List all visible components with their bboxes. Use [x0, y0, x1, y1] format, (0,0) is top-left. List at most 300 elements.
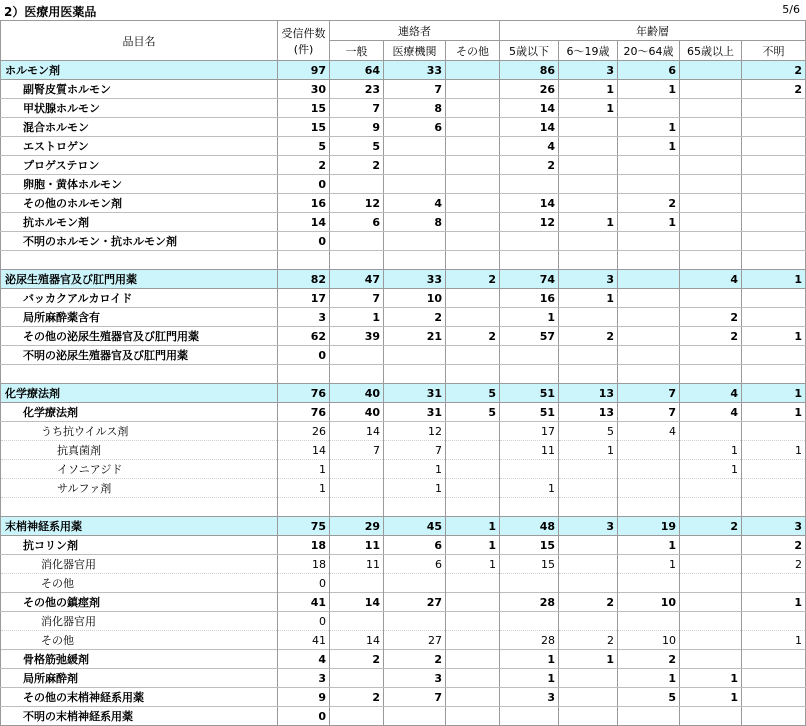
age-0-5-cell: 51 — [500, 403, 559, 422]
contact-general-cell — [330, 251, 384, 270]
age-unknown-cell — [742, 308, 806, 327]
age-6-19-cell: 1 — [559, 99, 618, 118]
age-65plus-cell: 1 — [680, 441, 742, 460]
age-0-5-cell — [500, 175, 559, 194]
header-count — [278, 21, 330, 61]
count-cell: 82 — [278, 270, 330, 289]
age-65plus-cell: 1 — [680, 460, 742, 479]
header-count-line1: 受信件数 — [281, 26, 326, 40]
age-6-19-cell — [559, 194, 618, 213]
contact-general-cell: 7 — [330, 441, 384, 460]
age-unknown-cell — [742, 498, 806, 517]
contact-general-cell: 6 — [330, 213, 384, 232]
count-cell: 1 — [278, 479, 330, 498]
age-20-64-cell — [618, 346, 680, 365]
age-20-64-cell: 1 — [618, 80, 680, 99]
age-20-64-cell: 1 — [618, 555, 680, 574]
count-cell: 0 — [278, 232, 330, 251]
item-name-cell: 不明の泌尿生殖器官及び肛門用薬 — [1, 346, 278, 365]
age-6-19-cell — [559, 612, 618, 631]
age-0-5-cell — [500, 365, 559, 384]
header-contact-other: その他 — [446, 41, 500, 61]
count-cell: 5 — [278, 137, 330, 156]
category-row — [1, 517, 806, 536]
age-unknown-cell: 1 — [742, 270, 806, 289]
contact-medical-cell — [384, 346, 446, 365]
age-20-64-cell: 5 — [618, 688, 680, 707]
age-unknown-cell: 1 — [742, 384, 806, 403]
table-row — [1, 137, 806, 156]
table-body — [1, 61, 806, 726]
age-6-19-cell — [559, 137, 618, 156]
contact-general-cell: 23 — [330, 80, 384, 99]
contact-general-cell: 7 — [330, 99, 384, 118]
age-unknown-cell: 3 — [742, 517, 806, 536]
contact-general-cell: 40 — [330, 403, 384, 422]
count-cell: 0 — [278, 707, 330, 726]
contact-medical-cell — [384, 365, 446, 384]
age-unknown-cell — [742, 251, 806, 270]
age-20-64-cell: 7 — [618, 403, 680, 422]
table-row — [1, 555, 806, 574]
age-20-64-cell: 4 — [618, 422, 680, 441]
contact-general-cell: 5 — [330, 137, 384, 156]
age-65plus-cell — [680, 213, 742, 232]
contact-general-cell: 14 — [330, 631, 384, 650]
item-name-cell: 抗真菌剤 — [1, 441, 278, 460]
age-6-19-cell — [559, 574, 618, 593]
age-unknown-cell: 1 — [742, 327, 806, 346]
age-65plus-cell — [680, 631, 742, 650]
age-65plus-cell — [680, 175, 742, 194]
age-65plus-cell — [680, 99, 742, 118]
contact-other-cell — [446, 669, 500, 688]
item-name-cell — [1, 251, 278, 270]
table-row — [1, 536, 806, 555]
age-unknown-cell — [742, 422, 806, 441]
age-20-64-cell: 1 — [618, 536, 680, 555]
age-6-19-cell: 1 — [559, 80, 618, 99]
contact-other-cell — [446, 213, 500, 232]
age-20-64-cell — [618, 308, 680, 327]
header-age-group: 年齢層 — [500, 21, 806, 41]
contact-other-cell: 1 — [446, 555, 500, 574]
age-65plus-cell — [680, 289, 742, 308]
age-6-19-cell — [559, 156, 618, 175]
contact-medical-cell: 6 — [384, 536, 446, 555]
count-cell — [278, 251, 330, 270]
contact-medical-cell: 33 — [384, 270, 446, 289]
category-row — [1, 270, 806, 289]
contact-other-cell — [446, 118, 500, 137]
item-name-cell: その他の末梢神経系用薬 — [1, 688, 278, 707]
table-row — [1, 669, 806, 688]
age-0-5-cell: 26 — [500, 80, 559, 99]
age-6-19-cell — [559, 365, 618, 384]
count-cell: 30 — [278, 80, 330, 99]
age-0-5-cell: 16 — [500, 289, 559, 308]
age-unknown-cell — [742, 232, 806, 251]
count-cell: 15 — [278, 118, 330, 137]
age-unknown-cell — [742, 194, 806, 213]
age-6-19-cell: 3 — [559, 517, 618, 536]
contact-medical-cell: 2 — [384, 308, 446, 327]
table-row — [1, 460, 806, 479]
age-0-5-cell — [500, 707, 559, 726]
contact-general-cell: 12 — [330, 194, 384, 213]
age-6-19-cell — [559, 251, 618, 270]
contact-medical-cell: 10 — [384, 289, 446, 308]
contact-medical-cell: 27 — [384, 631, 446, 650]
table-row — [1, 118, 806, 137]
report-title: 2）医療用医薬品 — [4, 5, 97, 19]
contact-medical-cell — [384, 707, 446, 726]
age-0-5-cell: 14 — [500, 118, 559, 137]
age-20-64-cell: 1 — [618, 137, 680, 156]
table-row — [1, 308, 806, 327]
contact-other-cell — [446, 156, 500, 175]
contact-medical-cell: 27 — [384, 593, 446, 612]
count-cell: 4 — [278, 650, 330, 669]
age-20-64-cell — [618, 175, 680, 194]
table-row — [1, 346, 806, 365]
age-6-19-cell — [559, 479, 618, 498]
age-6-19-cell: 3 — [559, 270, 618, 289]
contact-general-cell — [330, 346, 384, 365]
age-0-5-cell: 2 — [500, 156, 559, 175]
age-unknown-cell — [742, 175, 806, 194]
age-0-5-cell: 11 — [500, 441, 559, 460]
age-20-64-cell — [618, 707, 680, 726]
age-20-64-cell: 6 — [618, 61, 680, 80]
count-cell: 41 — [278, 593, 330, 612]
item-name-cell — [1, 498, 278, 517]
contact-other-cell — [446, 574, 500, 593]
count-cell: 3 — [278, 308, 330, 327]
contact-medical-cell — [384, 612, 446, 631]
item-name-cell: サルファ剤 — [1, 479, 278, 498]
contact-medical-cell — [384, 232, 446, 251]
age-65plus-cell — [680, 707, 742, 726]
contact-medical-cell: 6 — [384, 118, 446, 137]
contact-other-cell — [446, 612, 500, 631]
contact-general-cell: 7 — [330, 289, 384, 308]
count-cell: 14 — [278, 213, 330, 232]
count-cell: 1 — [278, 460, 330, 479]
item-name-cell: 消化器官用 — [1, 612, 278, 631]
table-row — [1, 593, 806, 612]
count-cell: 14 — [278, 441, 330, 460]
age-6-19-cell — [559, 707, 618, 726]
contact-general-cell — [330, 669, 384, 688]
count-cell: 3 — [278, 669, 330, 688]
contact-other-cell — [446, 460, 500, 479]
age-65plus-cell: 4 — [680, 270, 742, 289]
item-name-cell: その他の鎮痙剤 — [1, 593, 278, 612]
contact-general-cell: 9 — [330, 118, 384, 137]
count-cell: 26 — [278, 422, 330, 441]
category-row — [1, 61, 806, 80]
age-0-5-cell: 1 — [500, 308, 559, 327]
age-0-5-cell: 4 — [500, 137, 559, 156]
age-65plus-cell — [680, 536, 742, 555]
item-name-cell: その他の泌尿生殖器官及び肛門用薬 — [1, 327, 278, 346]
item-name-cell: 副腎皮質ホルモン — [1, 80, 278, 99]
item-name-cell — [1, 365, 278, 384]
contact-medical-cell: 8 — [384, 99, 446, 118]
page-number: 5/6 — [782, 3, 800, 16]
age-6-19-cell — [559, 688, 618, 707]
age-20-64-cell — [618, 460, 680, 479]
item-name-cell: イソニアジド — [1, 460, 278, 479]
header-contact-general: 一般 — [330, 41, 384, 61]
contact-other-cell — [446, 137, 500, 156]
age-unknown-cell: 1 — [742, 631, 806, 650]
table-row — [1, 156, 806, 175]
contact-other-cell — [446, 365, 500, 384]
contact-general-cell: 29 — [330, 517, 384, 536]
age-6-19-cell: 3 — [559, 61, 618, 80]
age-0-5-cell: 14 — [500, 194, 559, 213]
age-20-64-cell: 10 — [618, 631, 680, 650]
age-0-5-cell: 74 — [500, 270, 559, 289]
contact-other-cell — [446, 346, 500, 365]
item-name-cell: 甲状腺ホルモン — [1, 99, 278, 118]
header-age-6-19: 6～19歳 — [559, 41, 618, 61]
count-cell — [278, 498, 330, 517]
item-name-cell: うち抗ウイルス剤 — [1, 422, 278, 441]
count-cell: 18 — [278, 536, 330, 555]
age-6-19-cell: 2 — [559, 631, 618, 650]
table-row — [1, 289, 806, 308]
table-row — [1, 707, 806, 726]
contact-general-cell: 2 — [330, 688, 384, 707]
header-age-0-5: 5歳以下 — [500, 41, 559, 61]
age-6-19-cell: 1 — [559, 213, 618, 232]
age-unknown-cell: 2 — [742, 555, 806, 574]
contact-other-cell: 5 — [446, 384, 500, 403]
age-unknown-cell: 1 — [742, 593, 806, 612]
age-65plus-cell — [680, 479, 742, 498]
count-cell — [278, 365, 330, 384]
table-header — [1, 21, 806, 61]
age-65plus-cell — [680, 194, 742, 213]
age-65plus-cell — [680, 365, 742, 384]
contact-general-cell: 14 — [330, 593, 384, 612]
age-65plus-cell — [680, 422, 742, 441]
count-cell: 2 — [278, 156, 330, 175]
age-0-5-cell — [500, 498, 559, 517]
table-row — [1, 194, 806, 213]
age-20-64-cell — [618, 498, 680, 517]
count-cell: 18 — [278, 555, 330, 574]
item-name-cell: 不明の末梢神経系用薬 — [1, 707, 278, 726]
age-65plus-cell — [680, 593, 742, 612]
table-row — [1, 403, 806, 422]
contact-general-cell — [330, 479, 384, 498]
contact-general-cell: 1 — [330, 308, 384, 327]
contact-other-cell — [446, 707, 500, 726]
age-unknown-cell — [742, 289, 806, 308]
age-unknown-cell — [742, 688, 806, 707]
count-cell: 75 — [278, 517, 330, 536]
contact-general-cell — [330, 612, 384, 631]
contact-general-cell: 64 — [330, 61, 384, 80]
age-65plus-cell — [680, 232, 742, 251]
age-unknown-cell — [742, 213, 806, 232]
age-65plus-cell — [680, 346, 742, 365]
table-row — [1, 612, 806, 631]
age-0-5-cell — [500, 460, 559, 479]
contact-general-cell: 2 — [330, 156, 384, 175]
age-6-19-cell — [559, 346, 618, 365]
count-cell: 15 — [278, 99, 330, 118]
contact-medical-cell — [384, 156, 446, 175]
age-20-64-cell: 1 — [618, 669, 680, 688]
age-65plus-cell — [680, 80, 742, 99]
age-20-64-cell: 7 — [618, 384, 680, 403]
contact-medical-cell: 1 — [384, 460, 446, 479]
contact-other-cell — [446, 308, 500, 327]
contact-medical-cell: 21 — [384, 327, 446, 346]
age-unknown-cell — [742, 574, 806, 593]
contact-other-cell — [446, 422, 500, 441]
contact-other-cell — [446, 593, 500, 612]
table-row — [1, 175, 806, 194]
contact-other-cell: 1 — [446, 536, 500, 555]
age-20-64-cell — [618, 251, 680, 270]
contact-medical-cell: 4 — [384, 194, 446, 213]
contact-other-cell — [446, 194, 500, 213]
contact-other-cell — [446, 99, 500, 118]
age-65plus-cell: 1 — [680, 688, 742, 707]
count-cell: 17 — [278, 289, 330, 308]
age-0-5-cell: 51 — [500, 384, 559, 403]
category-row — [1, 384, 806, 403]
age-65plus-cell — [680, 555, 742, 574]
age-65plus-cell — [680, 612, 742, 631]
contact-general-cell — [330, 460, 384, 479]
contact-medical-cell: 31 — [384, 403, 446, 422]
item-name-cell: その他 — [1, 574, 278, 593]
table-row — [1, 213, 806, 232]
contact-general-cell: 47 — [330, 270, 384, 289]
age-65plus-cell — [680, 61, 742, 80]
contact-medical-cell: 45 — [384, 517, 446, 536]
item-name-cell: 卵胞・黄体ホルモン — [1, 175, 278, 194]
item-name-cell: 末梢神経系用薬 — [1, 517, 278, 536]
age-65plus-cell: 1 — [680, 669, 742, 688]
age-0-5-cell — [500, 232, 559, 251]
age-6-19-cell: 1 — [559, 650, 618, 669]
age-20-64-cell — [618, 99, 680, 118]
poison-inquiry-table — [0, 20, 806, 726]
age-20-64-cell — [618, 232, 680, 251]
header-age-unknown: 不明 — [742, 41, 806, 61]
age-0-5-cell: 15 — [500, 536, 559, 555]
item-name-cell: バッカクアルカロイド — [1, 289, 278, 308]
contact-other-cell — [446, 289, 500, 308]
count-cell: 0 — [278, 612, 330, 631]
count-cell: 97 — [278, 61, 330, 80]
age-20-64-cell: 2 — [618, 650, 680, 669]
age-0-5-cell: 14 — [500, 99, 559, 118]
table-row — [1, 422, 806, 441]
item-name-cell: 泌尿生殖器官及び肛門用薬 — [1, 270, 278, 289]
contact-medical-cell — [384, 175, 446, 194]
contact-medical-cell: 33 — [384, 61, 446, 80]
item-name-cell: 抗コリン剤 — [1, 536, 278, 555]
age-unknown-cell: 1 — [742, 441, 806, 460]
age-6-19-cell: 13 — [559, 384, 618, 403]
age-65plus-cell: 4 — [680, 384, 742, 403]
age-65plus-cell: 2 — [680, 308, 742, 327]
table-row — [1, 479, 806, 498]
contact-medical-cell: 7 — [384, 80, 446, 99]
age-0-5-cell: 86 — [500, 61, 559, 80]
contact-general-cell — [330, 707, 384, 726]
contact-general-cell: 40 — [330, 384, 384, 403]
age-20-64-cell: 1 — [618, 118, 680, 137]
contact-medical-cell: 2 — [384, 650, 446, 669]
age-6-19-cell — [559, 175, 618, 194]
age-6-19-cell — [559, 460, 618, 479]
age-unknown-cell — [742, 479, 806, 498]
age-65plus-cell — [680, 137, 742, 156]
contact-medical-cell: 3 — [384, 669, 446, 688]
age-unknown-cell — [742, 365, 806, 384]
contact-medical-cell: 31 — [384, 384, 446, 403]
contact-other-cell: 1 — [446, 517, 500, 536]
age-65plus-cell: 2 — [680, 327, 742, 346]
age-0-5-cell: 28 — [500, 631, 559, 650]
contact-other-cell — [446, 479, 500, 498]
contact-general-cell — [330, 498, 384, 517]
report-header — [0, 0, 806, 20]
contact-medical-cell — [384, 251, 446, 270]
count-cell: 16 — [278, 194, 330, 213]
table-row — [1, 232, 806, 251]
age-6-19-cell: 1 — [559, 289, 618, 308]
age-6-19-cell: 2 — [559, 327, 618, 346]
contact-other-cell — [446, 251, 500, 270]
contact-general-cell: 2 — [330, 650, 384, 669]
age-20-64-cell: 19 — [618, 517, 680, 536]
age-65plus-cell: 4 — [680, 403, 742, 422]
table-row — [1, 574, 806, 593]
age-20-64-cell — [618, 270, 680, 289]
age-0-5-cell: 57 — [500, 327, 559, 346]
contact-other-cell — [446, 175, 500, 194]
age-20-64-cell — [618, 289, 680, 308]
age-6-19-cell — [559, 536, 618, 555]
contact-other-cell: 5 — [446, 403, 500, 422]
contact-medical-cell — [384, 498, 446, 517]
count-cell: 0 — [278, 175, 330, 194]
age-0-5-cell — [500, 612, 559, 631]
count-cell: 0 — [278, 346, 330, 365]
age-0-5-cell — [500, 574, 559, 593]
contact-other-cell — [446, 80, 500, 99]
header-age-65plus: 65歳以上 — [680, 41, 742, 61]
item-name-cell: 混合ホルモン — [1, 118, 278, 137]
item-name-cell: 不明のホルモン・抗ホルモン剤 — [1, 232, 278, 251]
item-name-cell: プロゲステロン — [1, 156, 278, 175]
table-row — [1, 688, 806, 707]
count-cell: 76 — [278, 384, 330, 403]
age-unknown-cell — [742, 612, 806, 631]
table-row — [1, 650, 806, 669]
